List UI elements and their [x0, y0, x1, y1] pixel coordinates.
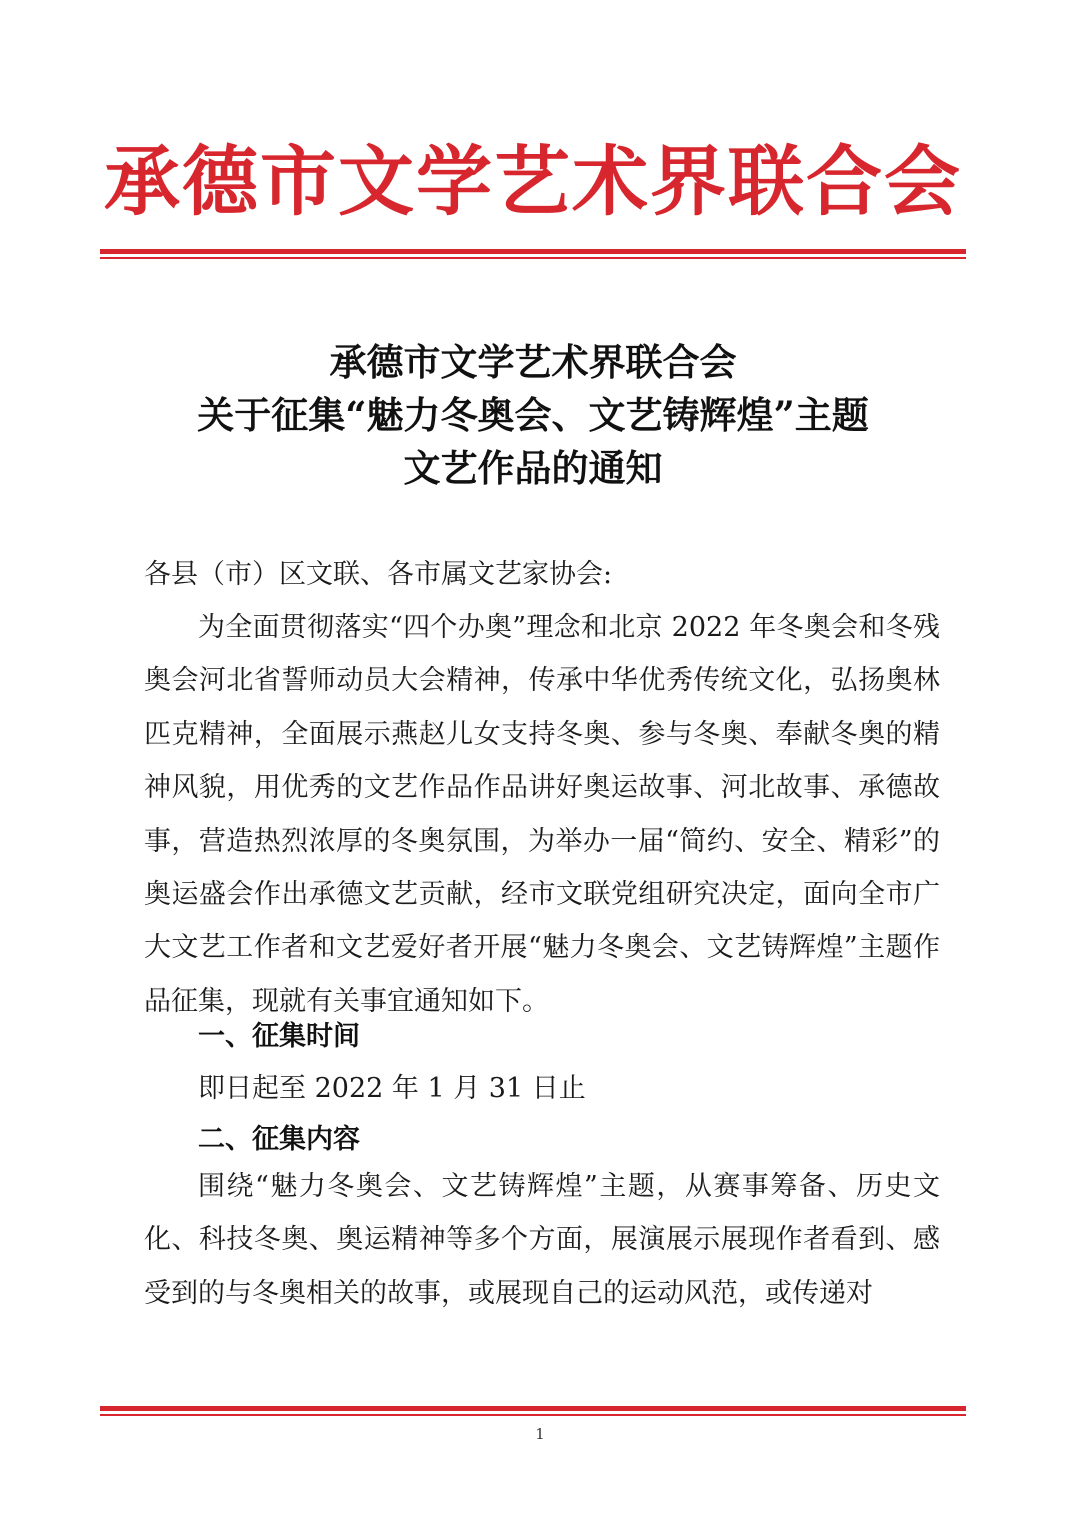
- letterhead-org-name: 承德市文学艺术界联合会: [104, 137, 962, 226]
- page-number: 1: [535, 1425, 545, 1443]
- title-line-2: 关于征集“魅力冬奥会、文艺铸辉煌”主题: [197, 393, 869, 437]
- letterhead-top-rule: [100, 249, 966, 259]
- section-text-content: 围绕“魅力冬奥会、文艺铸辉煌”主题，从赛事筹备、历史文化、科技冬奥、奥运精神等多个方面，展演展示展现作者看到、感受到的与冬奥相关的故事，或展现自己的运动风范，或传递对: [144, 1171, 940, 1309]
- section-heading-time: 一、征集时间: [198, 1021, 360, 1052]
- salutation: 各县（市）区文联、各市属文艺家协会:: [144, 559, 613, 590]
- document-title: [100, 336, 966, 495]
- section-heading-content: 二、征集内容: [198, 1124, 360, 1155]
- footer-rule: [100, 1406, 966, 1416]
- intro-paragraph: 为全面贯彻落实“四个办奥”理念和北京 2022 年冬奥会和冬残奥会河北省誓师动员大会精神，传承中华优秀传统文化，弘扬奥林匹克精神，全面展示燕赵儿女支持冬奥、参与冬奥、奉献冬奥的精神风貌，用优秀的文艺作品作品讲好奥运故事、河北故事、承德故事，营造热烈浓厚的冬奥氛围，为举办一届“简约、安全、精彩”的奥运盛会作出承德文艺贡献，经市文联党组研究决定，面向全市广大文艺工作者和文艺爱好者开展“魅力冬奥会、文艺铸辉煌”主题作品征集，现就有关事宜通知如下。: [144, 612, 940, 1017]
- rule-thin-line: [100, 257, 966, 259]
- title-line-3: 文艺作品的通知: [403, 446, 663, 490]
- section-text-time: 即日起至 2022 年 1 月 31 日止: [198, 1073, 586, 1104]
- title-line-1: 承德市文学艺术界联合会: [329, 340, 737, 384]
- rule-thin-line: [100, 1414, 966, 1416]
